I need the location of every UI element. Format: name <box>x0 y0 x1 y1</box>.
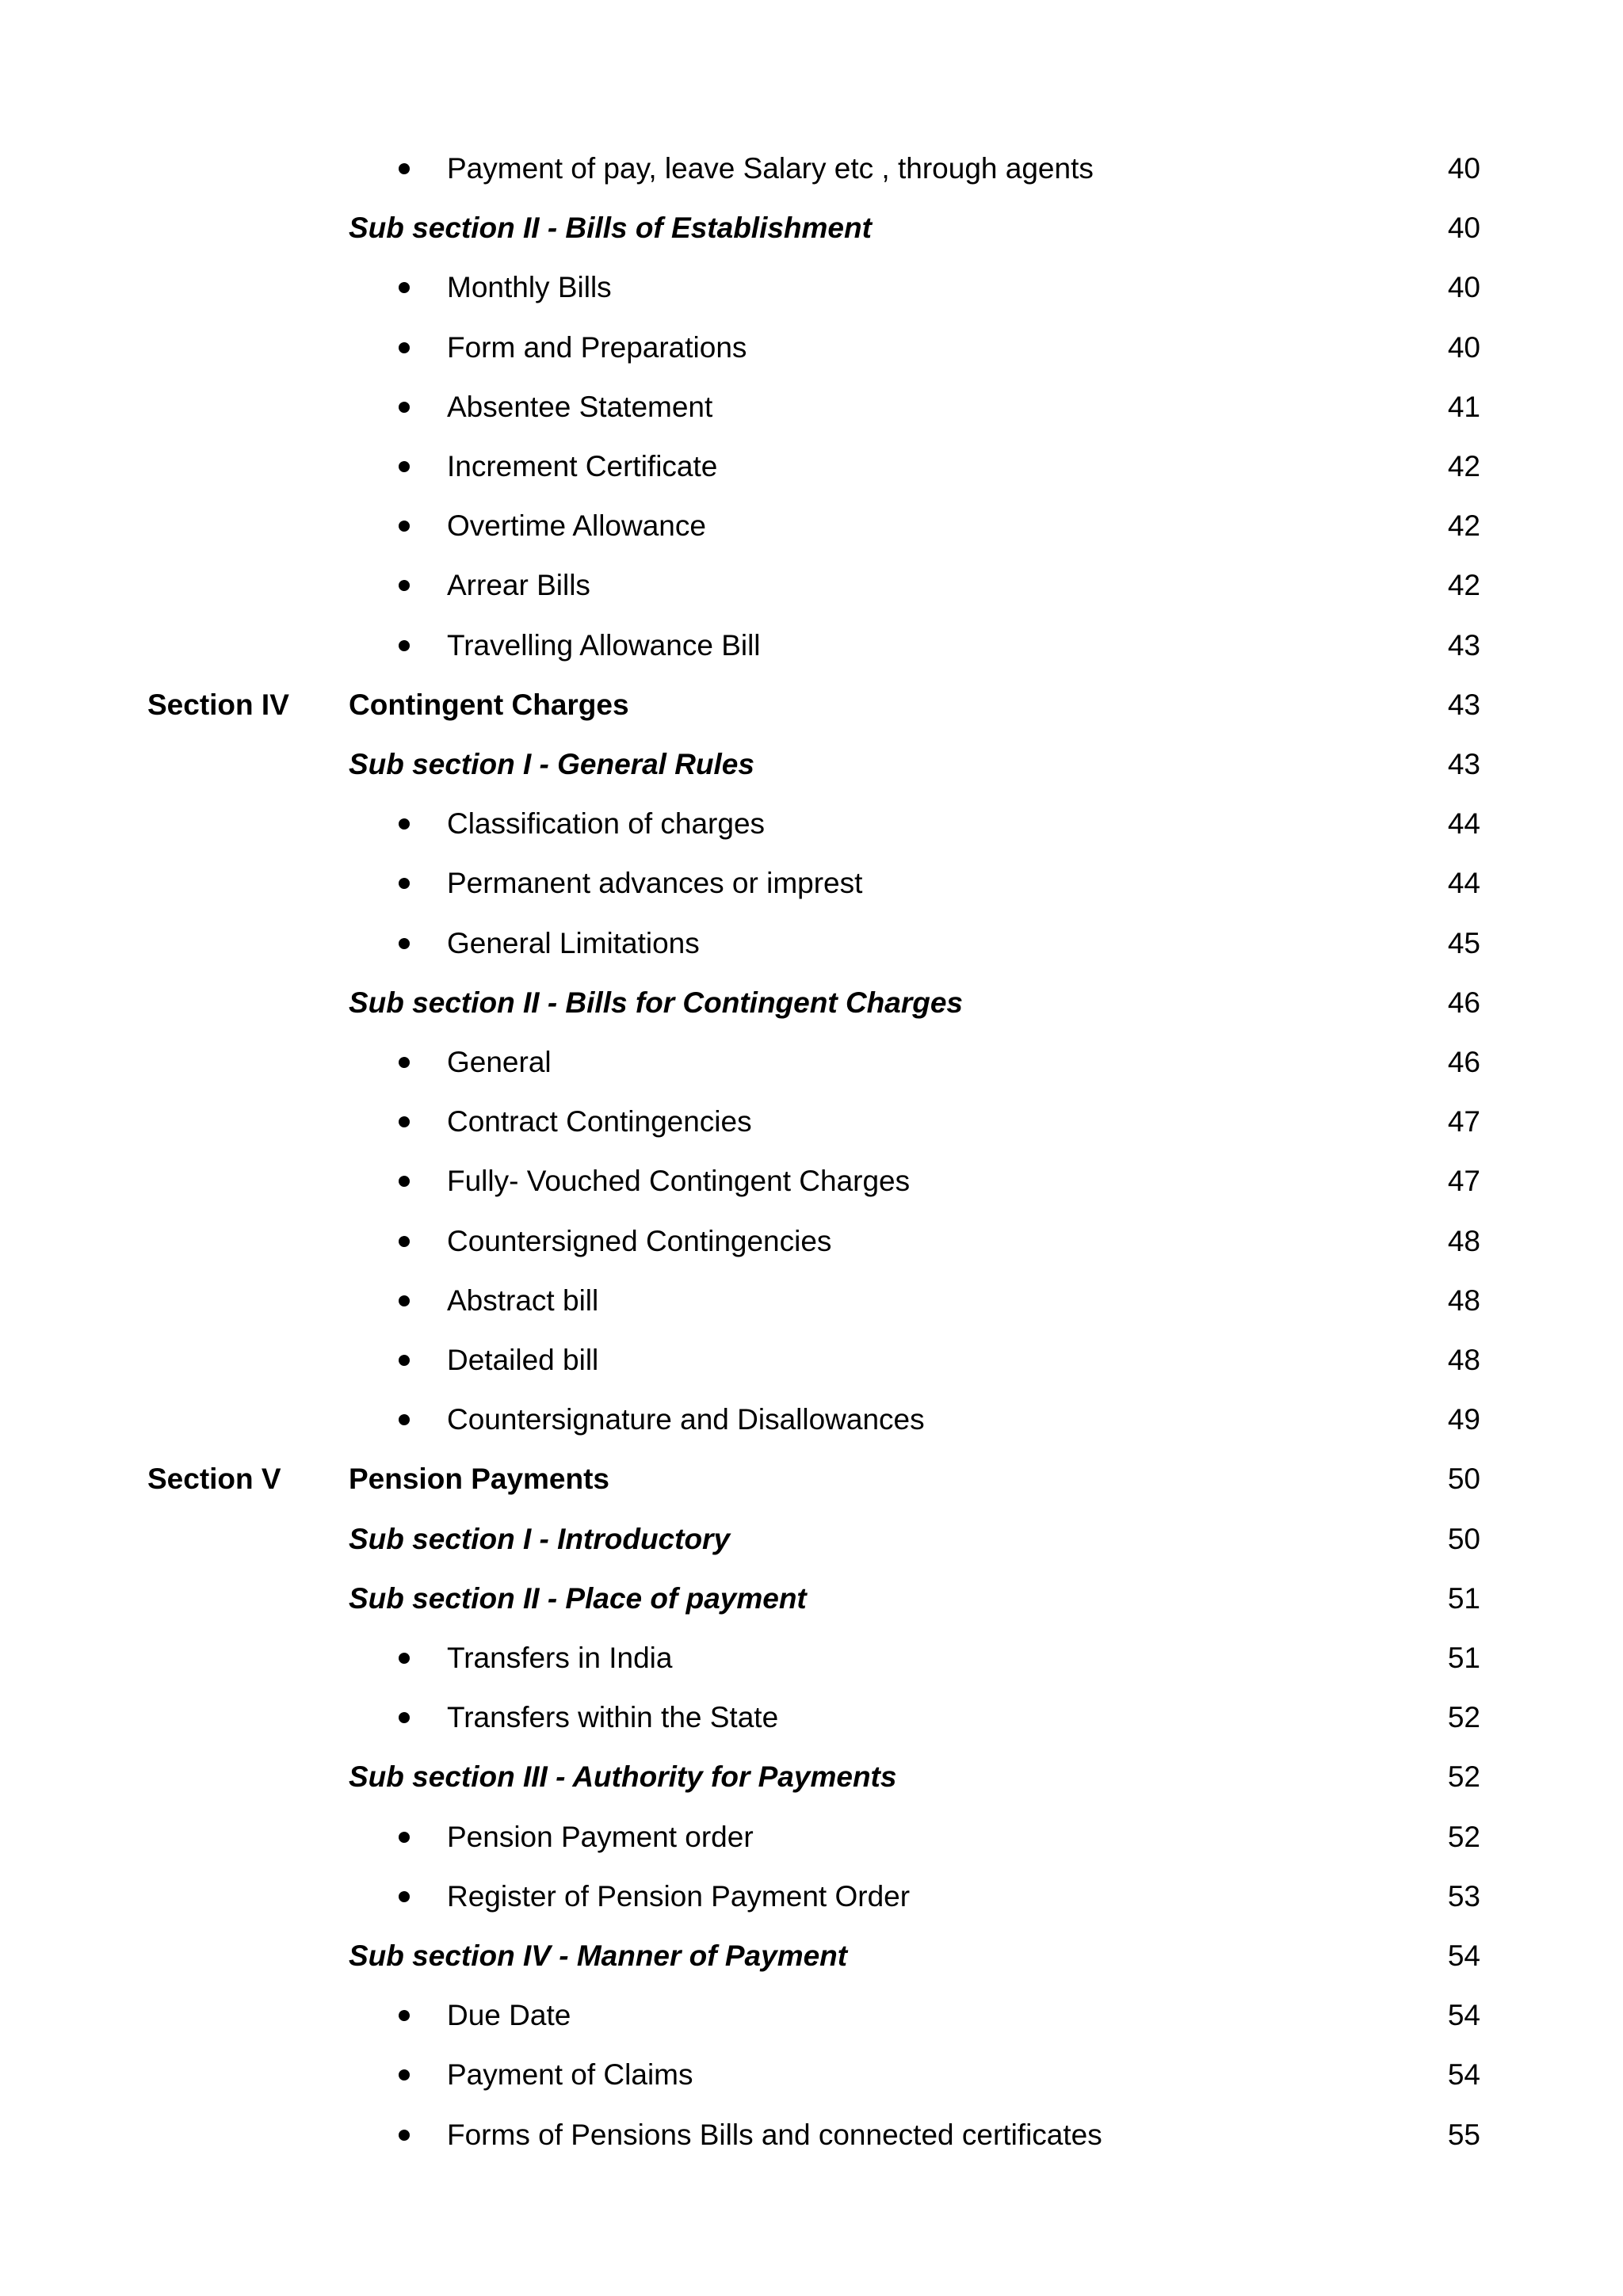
bullet-icon <box>399 1414 410 1425</box>
toc-bullet-row <box>0 1873 1623 1920</box>
subsection-title: Sub section II - Bills of Establishment <box>349 212 872 245</box>
toc-bullet-row <box>0 383 1623 431</box>
section-label: Section IV <box>147 688 289 721</box>
bullet-icon <box>399 342 410 353</box>
page-number: 52 <box>1447 1701 1480 1734</box>
subsection-title: Sub section I - General Rules <box>349 748 754 780</box>
page-number: 46 <box>1447 986 1480 1019</box>
page-number: 40 <box>1447 271 1480 304</box>
page-number: 49 <box>1447 1403 1480 1436</box>
page-number: 53 <box>1447 1879 1480 1913</box>
bullet-icon <box>399 2130 410 2141</box>
page-number: 54 <box>1447 1939 1480 1972</box>
subsection-title: Sub section IV - Manner of Payment <box>349 1939 848 1972</box>
entry-title: Contract Contingencies <box>447 1105 752 1138</box>
toc-bullet-row <box>0 502 1623 550</box>
bullet-icon <box>399 640 410 651</box>
toc-bullet-row <box>0 622 1623 669</box>
bullet-icon <box>399 818 410 830</box>
page-number: 44 <box>1447 867 1480 900</box>
subsection-title: Sub section II - Bills for Contingent Charges <box>349 986 963 1019</box>
section-label: Section V <box>147 1463 281 1496</box>
page-number: 48 <box>1447 1283 1480 1317</box>
bullet-icon <box>399 461 410 472</box>
page-number: 52 <box>1447 1760 1480 1794</box>
toc-bullet-row <box>0 1039 1623 1086</box>
page-number: 42 <box>1447 450 1480 482</box>
bullet-icon <box>399 1653 410 1664</box>
page-number: 42 <box>1447 569 1480 602</box>
bullet-icon <box>399 1891 410 1902</box>
bullet-icon <box>399 1295 410 1306</box>
toc-bullet-row <box>0 264 1623 311</box>
entry-title: Register of Pension Payment Order <box>447 1879 911 1913</box>
entry-title: Increment Certificate <box>447 450 718 482</box>
bullet-icon <box>399 1116 410 1127</box>
page-number: 43 <box>1447 748 1480 780</box>
entry-title: Permanent advances or imprest <box>447 867 863 900</box>
entry-title: Detailed bill <box>447 1344 599 1376</box>
toc-bullet-row <box>0 1814 1623 1861</box>
bullet-icon <box>399 1832 410 1843</box>
page-number: 46 <box>1447 1046 1480 1078</box>
toc-bullet-row <box>0 145 1623 193</box>
page-number: 47 <box>1447 1105 1480 1138</box>
entry-title: Abstract bill <box>447 1283 599 1317</box>
toc-bullet-row <box>0 1158 1623 1205</box>
toc-bullet-row <box>0 2111 1623 2159</box>
bullet-icon <box>399 402 410 413</box>
toc-subsection-row <box>0 204 1623 252</box>
page-number: 47 <box>1447 1165 1480 1198</box>
entry-title: Classification of charges <box>447 807 766 841</box>
toc-bullet-row <box>0 2051 1623 2099</box>
entry-title: Payment of Claims <box>447 2058 693 2092</box>
subsection-title: Sub section III - Authority for Payments <box>349 1760 897 1794</box>
entry-title: Absentee Statement <box>447 390 713 423</box>
toc-section-row <box>0 681 1623 729</box>
toc-subsection-row <box>0 741 1623 788</box>
page-number: 50 <box>1447 1522 1480 1555</box>
toc-bullet-row <box>0 1098 1623 1146</box>
entry-title: Fully- Vouched Contingent Charges <box>447 1165 911 1198</box>
toc-bullet-row <box>0 800 1623 848</box>
bullet-icon <box>399 1355 410 1366</box>
entry-title: Payment of pay, leave Salary etc , through agents <box>447 152 1094 185</box>
page-number: 52 <box>1447 1820 1480 1853</box>
page-number: 44 <box>1447 807 1480 841</box>
bullet-icon <box>399 1057 410 1068</box>
bullet-icon <box>399 1712 410 1723</box>
page-number: 42 <box>1447 509 1480 543</box>
page-number: 48 <box>1447 1344 1480 1376</box>
entry-title: Travelling Allowance Bill <box>447 628 761 662</box>
page-number: 40 <box>1447 212 1480 245</box>
toc-section-row <box>0 1455 1623 1503</box>
toc-bullet-row <box>0 1396 1623 1444</box>
subsection-title: Sub section I - Introductory <box>349 1522 731 1555</box>
page-number: 54 <box>1447 1999 1480 2032</box>
toc-subsection-row <box>0 979 1623 1027</box>
entry-title: Arrear Bills <box>447 569 590 602</box>
entry-title: General Limitations <box>447 926 700 959</box>
page-number: 41 <box>1447 390 1480 423</box>
entry-title: Forms of Pensions Bills and connected certificates <box>447 2118 1102 2151</box>
toc-bullet-row <box>0 860 1623 907</box>
page-number: 40 <box>1447 152 1480 185</box>
entry-title: Pension Payment order <box>447 1820 754 1853</box>
entry-title: Countersigned Contingencies <box>447 1224 832 1257</box>
section-title: Contingent Charges <box>349 688 629 721</box>
entry-title: Countersignature and Disallowances <box>447 1403 925 1436</box>
toc-subsection-row <box>0 1753 1623 1801</box>
bullet-icon <box>399 1236 410 1247</box>
bullet-icon <box>399 2010 410 2021</box>
bullet-icon <box>399 878 410 889</box>
toc-subsection-row <box>0 1932 1623 1980</box>
bullet-icon <box>399 938 410 949</box>
page-number: 51 <box>1447 1642 1480 1674</box>
subsection-title: Sub section II - Place of payment <box>349 1581 807 1615</box>
toc-bullet-row <box>0 920 1623 967</box>
toc-subsection-row <box>0 1575 1623 1623</box>
section-title: Pension Payments <box>349 1463 610 1496</box>
toc-bullet-row <box>0 562 1623 609</box>
toc-bullet-row <box>0 1992 1623 2039</box>
entry-title: Monthly Bills <box>447 271 612 304</box>
entry-title: Transfers within the State <box>447 1701 779 1734</box>
page-number: 50 <box>1447 1463 1480 1496</box>
page-number: 48 <box>1447 1224 1480 1257</box>
toc-bullet-row <box>0 1337 1623 1384</box>
entry-title: Transfers in India <box>447 1642 673 1674</box>
toc-bullet-row <box>0 1277 1623 1325</box>
toc-subsection-row <box>0 1516 1623 1563</box>
entry-title: General <box>447 1046 552 1078</box>
toc-bullet-row <box>0 1634 1623 1682</box>
toc-bullet-row <box>0 1218 1623 1265</box>
toc-bullet-row <box>0 1694 1623 1741</box>
entry-title: Overtime Allowance <box>447 509 706 543</box>
bullet-icon <box>399 282 410 293</box>
bullet-icon <box>399 163 410 174</box>
toc-bullet-row <box>0 324 1623 372</box>
bullet-icon <box>399 580 410 591</box>
page-number: 55 <box>1447 2118 1480 2151</box>
page-number: 43 <box>1447 688 1480 721</box>
bullet-icon <box>399 2069 410 2081</box>
page-number: 51 <box>1447 1581 1480 1615</box>
page-number: 43 <box>1447 628 1480 662</box>
bullet-icon <box>399 521 410 532</box>
bullet-icon <box>399 1176 410 1187</box>
entry-title: Form and Preparations <box>447 330 747 364</box>
toc-bullet-row <box>0 443 1623 490</box>
entry-title: Due Date <box>447 1999 571 2032</box>
page-number: 45 <box>1447 926 1480 959</box>
page-number: 40 <box>1447 330 1480 364</box>
page-number: 54 <box>1447 2058 1480 2092</box>
